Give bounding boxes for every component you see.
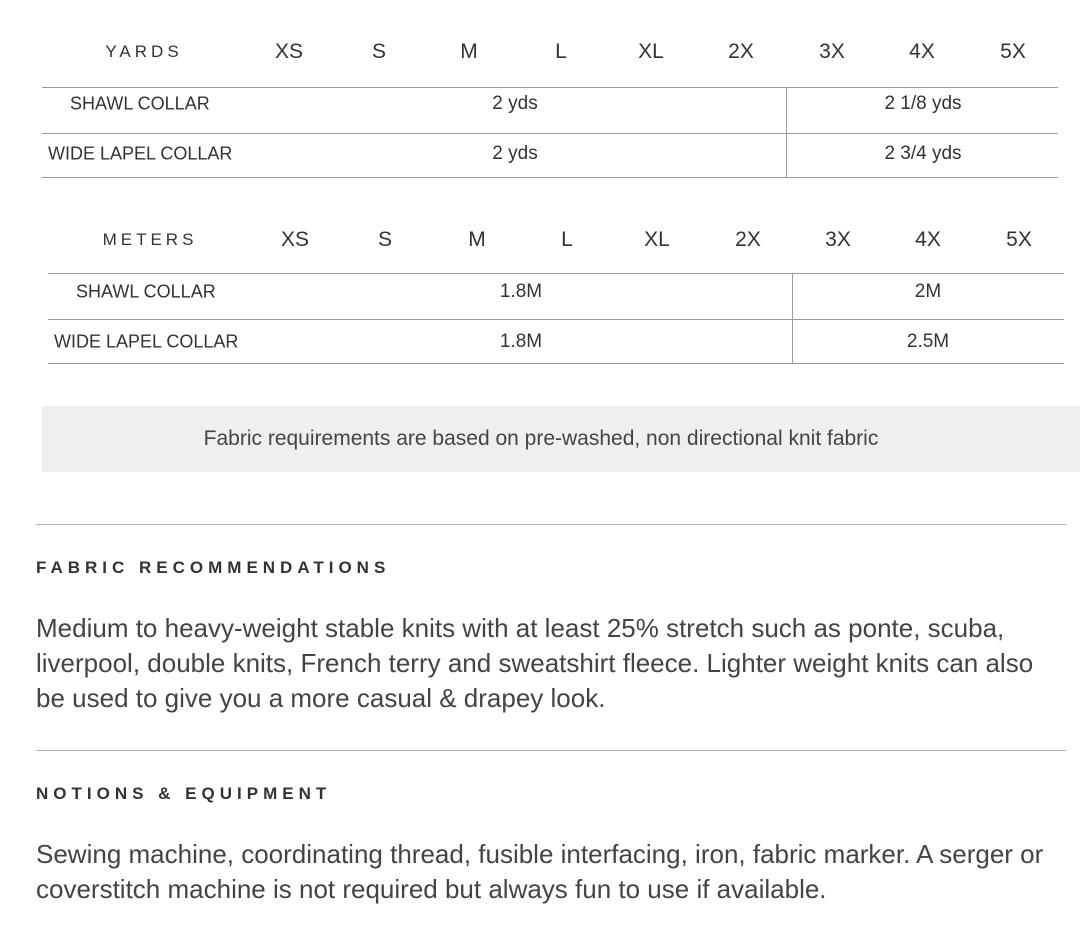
yards-lapel-small-sizes: 2 yds [492, 143, 538, 164]
meters-table [48, 220, 1064, 365]
size-header: 5X [1000, 40, 1026, 63]
size-header: M [460, 40, 478, 63]
size-header: XS [280, 228, 310, 251]
row-label-wide-lapel-collar: WIDE LAPEL COLLAR [54, 331, 239, 352]
yards-table [42, 32, 1058, 178]
fabric-recommendations-heading: FABRIC RECOMMENDATIONS [36, 558, 391, 577]
meters-shawl-small-sizes: 1.8M [499, 281, 543, 302]
size-header: XS [274, 40, 304, 63]
fabric-note-text: Fabric requirements are based on pre-washed, non directional knit fabric [203, 427, 879, 450]
notions-heading: NOTIONS & EQUIPMENT [36, 784, 332, 803]
row-label-shawl-collar: SHAWL COLLAR [76, 281, 216, 302]
size-header: M [468, 228, 486, 251]
yards-unit-label: YARDS [105, 42, 183, 61]
table-rule [42, 87, 1058, 88]
meters-header-row [48, 220, 1064, 260]
size-header: 2X [728, 40, 754, 63]
fabric-note-box [42, 406, 1080, 472]
yards-lapel-large-sizes: 2 3/4 yds [884, 143, 962, 164]
table-rule [48, 319, 1064, 320]
size-group-divider [786, 87, 787, 177]
size-header: XL [644, 228, 670, 251]
row-label-shawl-collar: SHAWL COLLAR [70, 93, 210, 114]
size-header: 4X [915, 228, 941, 251]
table-rule [48, 363, 1064, 364]
table-rule [48, 273, 1064, 274]
size-header: 2X [735, 228, 761, 251]
size-header: 5X [1006, 228, 1032, 251]
size-header: L [561, 228, 573, 251]
size-header: S [377, 228, 393, 251]
size-header: 4X [909, 40, 935, 63]
size-group-divider [792, 273, 793, 363]
size-header: L [555, 40, 567, 63]
table-rule [42, 177, 1058, 178]
size-header: 3X [825, 228, 851, 251]
section-divider [36, 750, 1066, 751]
yards-header-row [42, 32, 1058, 72]
table-rule [42, 133, 1058, 134]
size-header: 3X [819, 40, 845, 63]
notions-text: Sewing machine, coordinating thread, fusible interfacing, iron, fabric marker. A serger or coverstitch machine is not required but always fun to use if available. [36, 839, 1044, 904]
yards-shawl-small-sizes: 2 yds [492, 93, 538, 114]
meters-lapel-small-sizes: 1.8M [499, 331, 543, 352]
meters-lapel-large-sizes: 2.5M [906, 331, 950, 352]
fabric-recommendations-text: Medium to heavy-weight stable knits with at least 25% stretch such as ponte, scuba, liverpool, double knits, French terry and sweatshirt fleece. Lighter weight knits can also be used to give you a more casual & drapey look. [36, 613, 1034, 713]
size-header: S [371, 40, 387, 63]
meters-unit-label: METERS [102, 230, 198, 249]
yards-shawl-large-sizes: 2 1/8 yds [884, 93, 962, 114]
meters-shawl-large-sizes: 2M [914, 281, 942, 302]
size-header: XL [638, 40, 664, 63]
section-divider [36, 524, 1066, 525]
row-label-wide-lapel-collar: WIDE LAPEL COLLAR [48, 143, 233, 164]
